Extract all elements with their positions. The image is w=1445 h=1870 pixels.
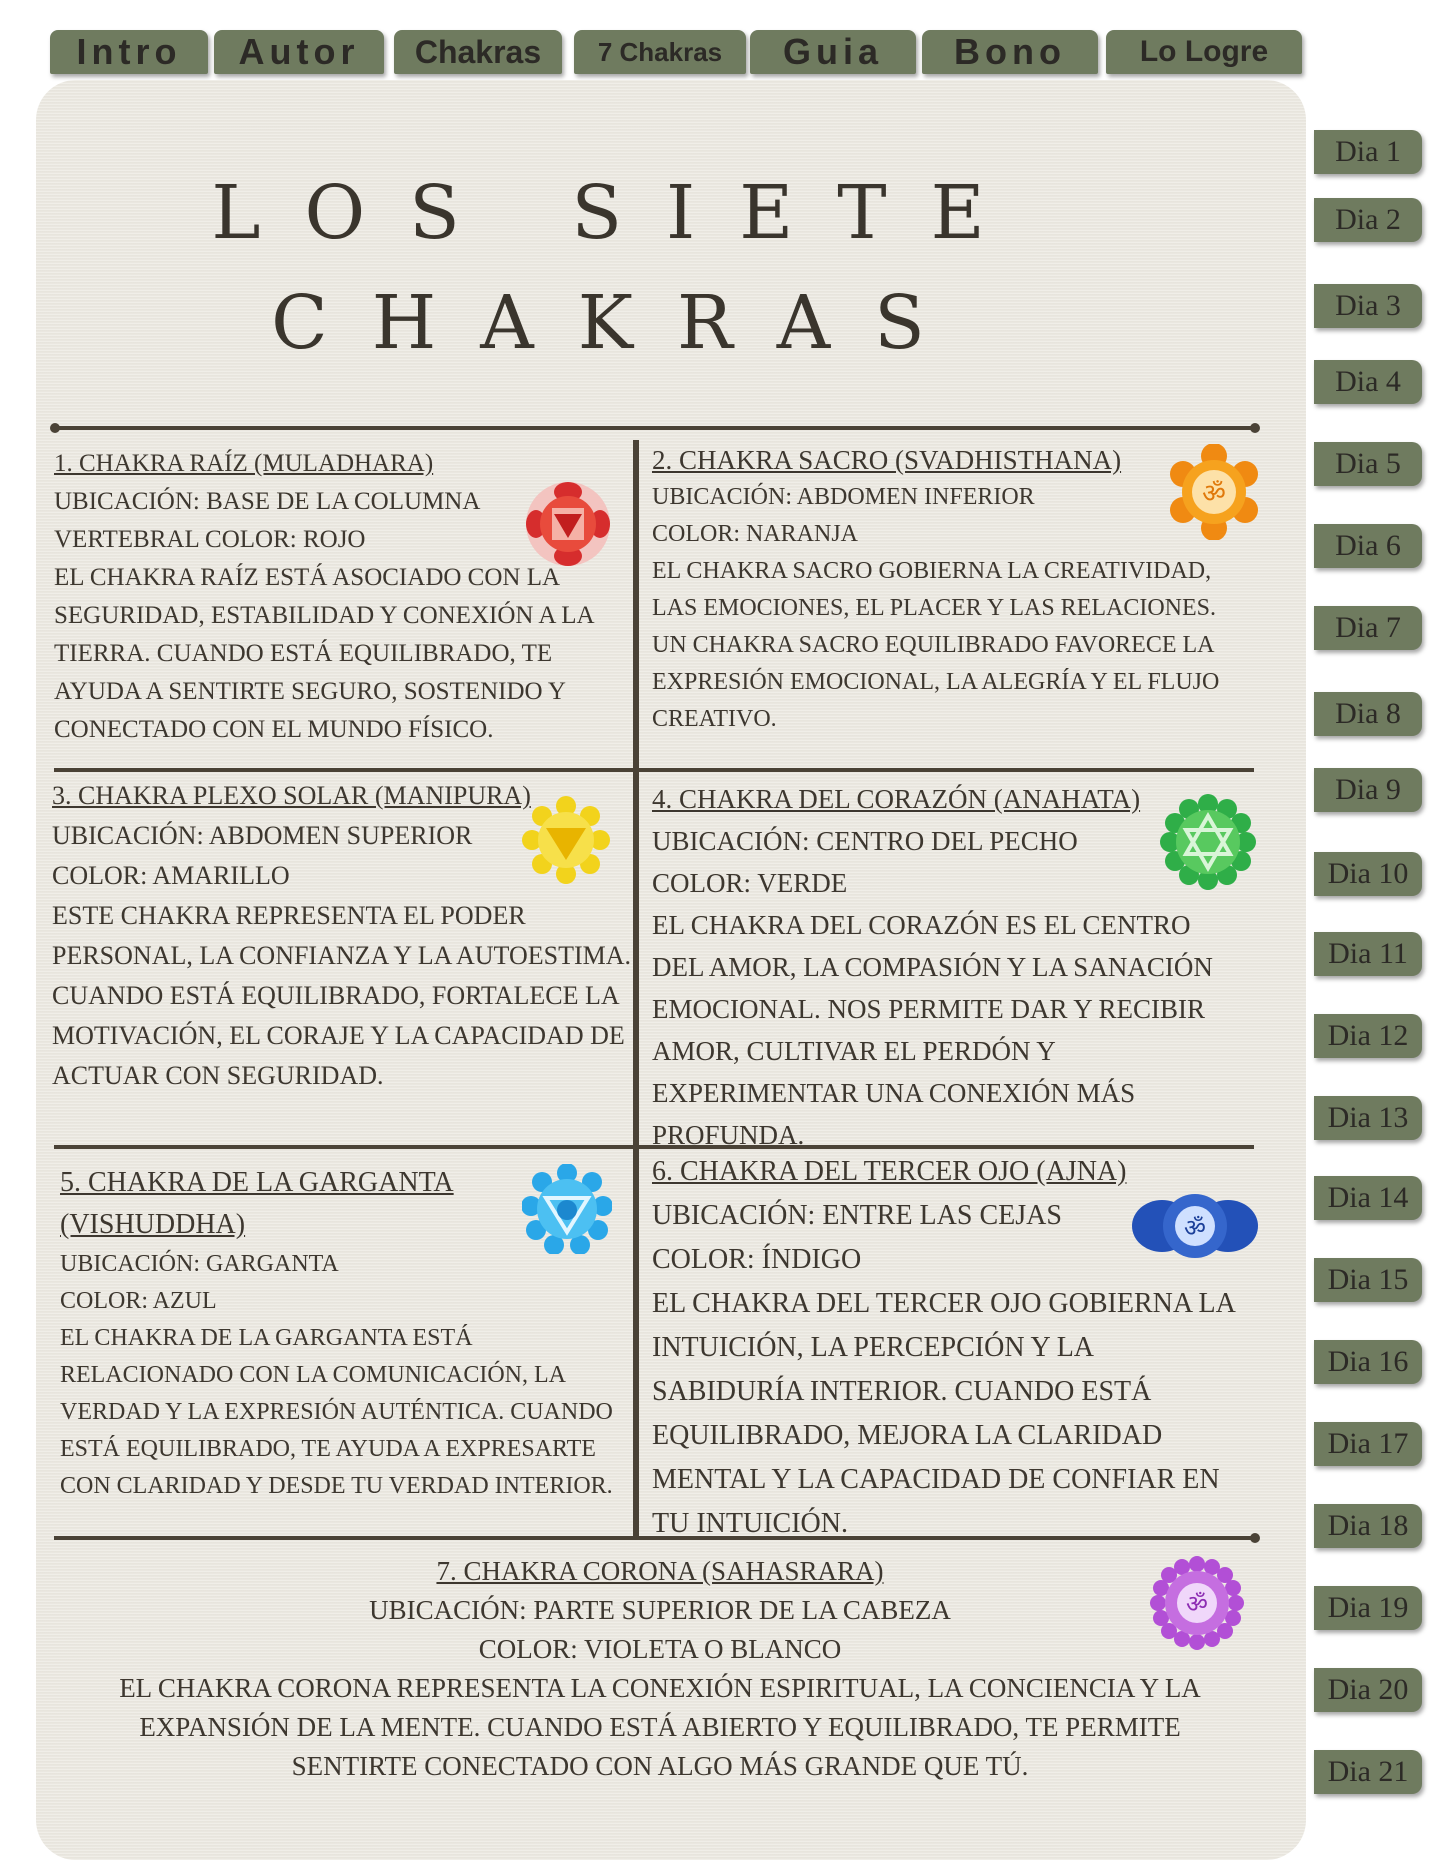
chakra-3-location: UBICACIÓN: ABDOMEN SUPERIOR xyxy=(52,821,473,850)
side-tab-dia-3[interactable]: Dia 3 xyxy=(1314,284,1422,328)
chakra-1-location: UBICACIÓN: BASE DE LA COLUMNA xyxy=(54,488,481,515)
chakra-1-heading: 1. CHAKRA RAÍZ (MULADHARA) xyxy=(54,450,434,477)
tab-lo-logre[interactable]: Lo Logre xyxy=(1106,30,1302,74)
sacral-chakra-icon xyxy=(1166,444,1262,540)
side-tab-dia-12[interactable]: Dia 12 xyxy=(1314,1014,1422,1058)
side-tab-dia-5[interactable]: Dia 5 xyxy=(1314,442,1422,486)
side-tab-dia-20[interactable]: Dia 20 xyxy=(1314,1668,1422,1712)
chakra-5-description: EL CHAKRA DE LA GARGANTA ESTÁ RELACIONADO CON LA COMUNICACIÓN, LA VERDAD Y LA EXPRESIÓN AUTÉNTICA. CUANDO ESTÁ EQUILIBRADO, TE AYUDA A EXPRESARTE CON CLARIDAD Y DESDE TU VERDAD INTERIOR. xyxy=(60,1325,613,1499)
side-tab-dia-16[interactable]: Dia 16 xyxy=(1314,1340,1422,1384)
chakra-7-description: EL CHAKRA CORONA REPRESENTA LA CONEXIÓN ESPIRITUAL, LA CONCIENCIA Y LA EXPANSIÓN DE LA MENTE. CUANDO ESTÁ ABIERTO Y EQUILIBRADO, TE PERMITE SENTIRTE CONECTADO CON ALGO MÁS GRANDE QUE TÚ. xyxy=(119,1673,1201,1781)
chakra-6-description: EL CHAKRA DEL TERCER OJO GOBIERNA LA INTUICIÓN, LA PERCEPCIÓN Y LA SABIDURÍA INTERIOR. CUANDO ESTÁ EQUILIBRADO, MEJORA LA CLARIDAD MENTAL Y LA CAPACIDAD DE CONFIAR EN TU INTUICIÓN. xyxy=(652,1288,1235,1539)
divider-row-1 xyxy=(54,768,1254,772)
side-tab-dia-14[interactable]: Dia 14 xyxy=(1314,1176,1422,1220)
side-tab-dia-17[interactable]: Dia 17 xyxy=(1314,1422,1422,1466)
svg-text:ॐ: ॐ xyxy=(1186,1590,1208,1618)
divider-column xyxy=(633,440,639,1536)
chakra-5-heading: 5. CHAKRA DE LA GARGANTA (VISHUDDHA) xyxy=(60,1167,454,1240)
chakra-6-heading: 6. CHAKRA DEL TERCER OJO (AJNA) xyxy=(652,1156,1127,1187)
side-tab-dia-19[interactable]: Dia 19 xyxy=(1314,1586,1422,1630)
side-tab-dia-4[interactable]: Dia 4 xyxy=(1314,360,1422,404)
solar-plexus-chakra-icon xyxy=(522,796,610,884)
heart-chakra-icon xyxy=(1160,794,1256,890)
tab-autor[interactable]: Autor xyxy=(214,30,384,74)
chakra-3-description: ESTE CHAKRA REPRESENTA EL PODER PERSONAL, LA CONFIANZA Y LA AUTOESTIMA. CUANDO ESTÁ EQUILIBRADO, FORTALECE LA MOTIVACIÓN, EL CORAJE Y LA CAPACIDAD DE ACTUAR CON SEGURIDAD. xyxy=(52,901,632,1090)
root-chakra-icon xyxy=(522,478,614,570)
svg-text:ॐ: ॐ xyxy=(1184,1214,1206,1242)
chakra-2-block xyxy=(652,442,1252,738)
side-tab-dia-8[interactable]: Dia 8 xyxy=(1314,692,1422,736)
chakra-1-color: VERTEBRAL COLOR: ROJO xyxy=(54,526,366,553)
side-tab-dia-10[interactable]: Dia 10 xyxy=(1314,852,1422,896)
chakra-2-heading: 2. CHAKRA SACRO (SVADHISTHANA) xyxy=(652,445,1122,475)
chakra-3-heading: 3. CHAKRA PLEXO SOLAR (MANIPURA) xyxy=(52,781,531,810)
side-tab-dia-13[interactable]: Dia 13 xyxy=(1314,1096,1422,1140)
side-tab-dia-1[interactable]: Dia 1 xyxy=(1314,130,1422,174)
chakra-3-color: COLOR: AMARILLO xyxy=(52,861,290,890)
chakra-7-block xyxy=(80,1552,1240,1786)
divider-top xyxy=(54,426,1254,430)
side-tab-dia-9[interactable]: Dia 9 xyxy=(1314,768,1422,812)
side-tab-dia-18[interactable]: Dia 18 xyxy=(1314,1504,1422,1548)
third-eye-chakra-icon xyxy=(1132,1186,1258,1266)
chakra-2-location: UBICACIÓN: ABDOMEN INFERIOR xyxy=(652,484,1035,510)
crown-chakra-icon xyxy=(1150,1556,1244,1650)
chakra-4-color: COLOR: VERDE xyxy=(652,868,848,898)
chakra-4-heading: 4. CHAKRA DEL CORAZÓN (ANAHATA) xyxy=(652,784,1141,814)
side-tab-dia-7[interactable]: Dia 7 xyxy=(1314,606,1422,650)
chakra-6-color: COLOR: ÍNDIGO xyxy=(652,1244,862,1275)
tab-intro[interactable]: Intro xyxy=(50,30,208,74)
chakra-5-color: COLOR: AZUL xyxy=(60,1288,217,1314)
side-tab-dia-11[interactable]: Dia 11 xyxy=(1314,932,1422,976)
tab-guia[interactable]: Guia xyxy=(750,30,916,74)
chakra-5-location: UBICACIÓN: GARGANTA xyxy=(60,1251,339,1277)
page-title-line-2: CHAKRAS xyxy=(271,280,969,366)
chakra-4-description: EL CHAKRA DEL CORAZÓN ES EL CENTRO DEL AMOR, LA COMPASIÓN Y LA SANACIÓN EMOCIONAL. NOS PERMITE DAR Y RECIBIR AMOR, CULTIVAR EL PERDÓN Y EXPERIMENTAR UNA CONEXIÓN MÁS PROFUNDA. xyxy=(652,910,1213,1150)
side-tab-dia-21[interactable]: Dia 21 xyxy=(1314,1750,1422,1794)
tab-chakras[interactable]: Chakras xyxy=(394,30,562,74)
tab-7-chakras[interactable]: 7 Chakras xyxy=(574,30,746,74)
svg-text:ॐ: ॐ xyxy=(1202,479,1226,509)
side-tab-dia-2[interactable]: Dia 2 xyxy=(1314,198,1422,242)
side-tab-dia-6[interactable]: Dia 6 xyxy=(1314,524,1422,568)
divider-top-dot-right xyxy=(1250,423,1260,433)
chakra-7-location: UBICACIÓN: PARTE SUPERIOR DE LA CABEZA xyxy=(369,1595,951,1625)
tab-bono[interactable]: Bono xyxy=(922,30,1098,74)
chakra-6-location: UBICACIÓN: ENTRE LAS CEJAS xyxy=(652,1200,1062,1231)
throat-chakra-icon xyxy=(522,1164,612,1254)
chakra-1-description: EL CHAKRA RAÍZ ESTÁ ASOCIADO CON LA SEGURIDAD, ESTABILIDAD Y CONEXIÓN A LA TIERRA. CUANDO ESTÁ EQUILIBRADO, TE AYUDA A SENTIRTE SEGURO, SOSTENIDO Y CONECTADO CON EL MUNDO FÍSICO. xyxy=(54,564,594,743)
side-tab-dia-15[interactable]: Dia 15 xyxy=(1314,1258,1422,1302)
chakra-7-color: COLOR: VIOLETA O BLANCO xyxy=(478,1634,842,1664)
divider-top-dot-left xyxy=(50,423,60,433)
chakra-2-description: EL CHAKRA SACRO GOBIERNA LA CREATIVIDAD, LAS EMOCIONES, EL PLACER Y LAS RELACIONES. UN CHAKRA SACRO EQUILIBRADO FAVORECE LA EXPRESIÓN EMOCIONAL, LA ALEGRÍA Y EL FLUJO CREATIVO. xyxy=(652,558,1220,732)
chakra-4-location: UBICACIÓN: CENTRO DEL PECHO xyxy=(652,826,1078,856)
page-title-line-1: LOS SIETE xyxy=(211,170,1029,256)
chakra-2-color: COLOR: NARANJA xyxy=(652,521,859,547)
chakra-7-heading: 7. CHAKRA CORONA (SAHASRARA) xyxy=(436,1556,884,1586)
